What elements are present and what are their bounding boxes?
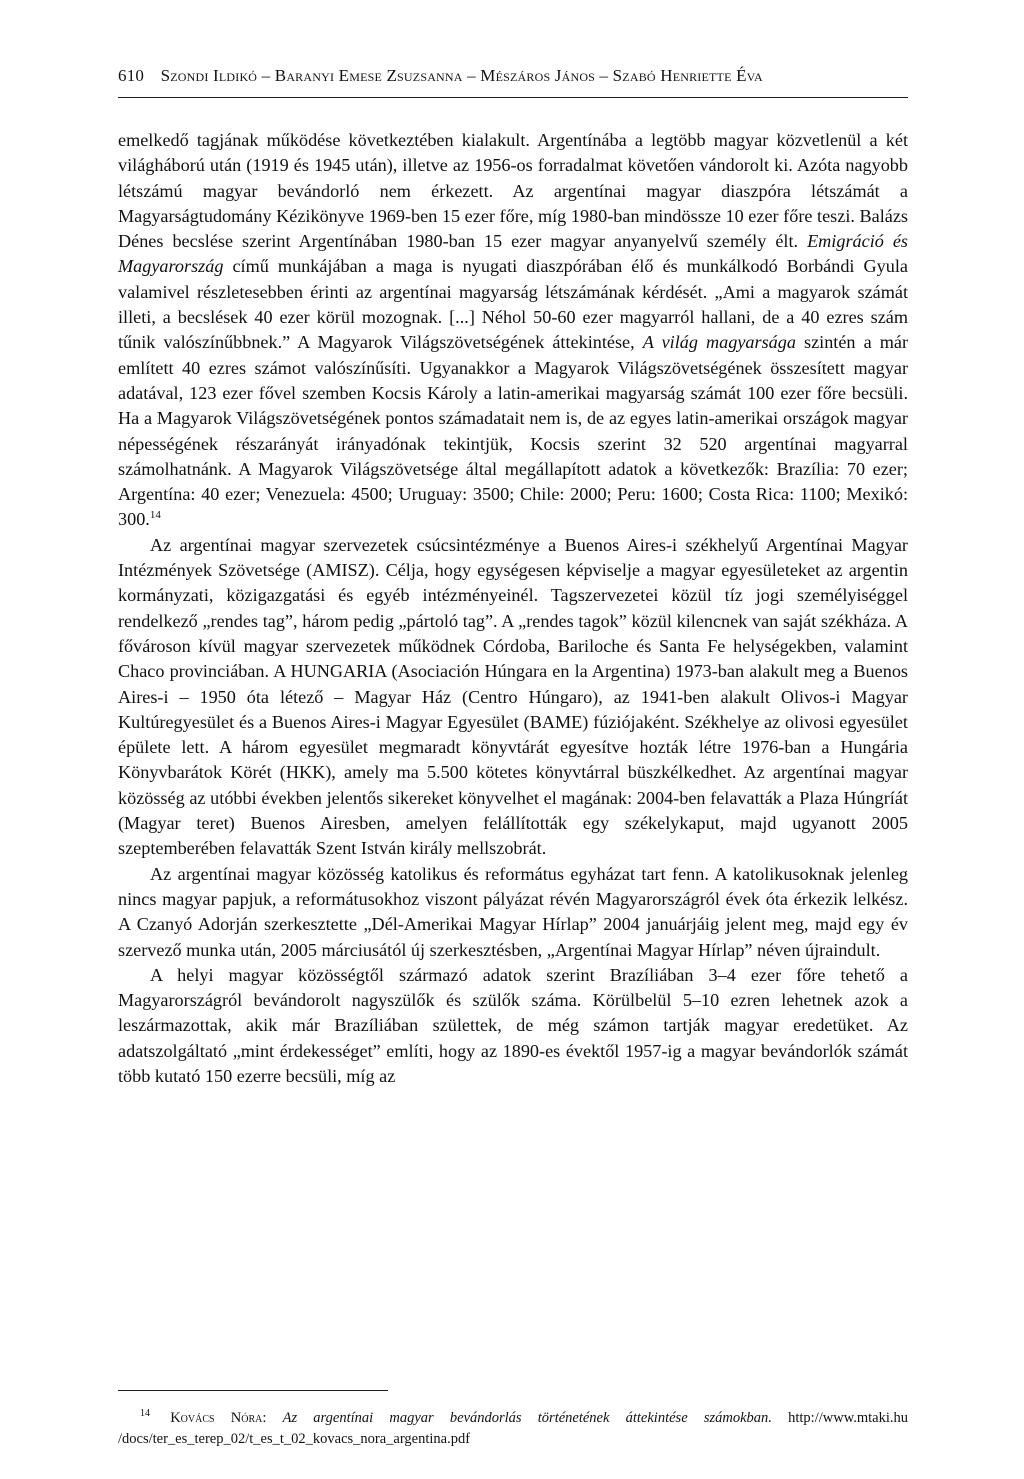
running-head-authors: Szondi Ildikó – Baranyi Emese Zsuzsanna – Mészáros János – Szabó Henriette Éva — [160, 66, 763, 85]
footnote-reference[interactable]: 14 — [149, 509, 161, 522]
footnote-14 — [118, 1408, 908, 1450]
footnote-title: Az argentínai magyar bevándorlás történetének áttekintése számokban. — [282, 1410, 772, 1426]
page-number: 610 — [118, 66, 145, 85]
paragraph-1 — [118, 128, 908, 533]
text-run: szintén a már említett 40 ezres számot valószínűsíti. Ugyanakkor a Magyarok Világszövetségének összesített magyar adatával, 123 ezer fővel szemben Kocsis Károly a latin-amerikai magyarság számát 100 ezer főre becsüli. Ha a Magyarok Világszövetségének pontos számadatait nem is, de az egyes latin-amerikai országok magyar népességének részarányát irányadónak tekintjük, Kocsis szerint 32 520 argentínai magyarral számolhatnánk. A Magyarok Világszövetsége által megállapított adatok a következők: Brazília: 70 ezer; Argentína: 40 ezer; Venezuela: 4500; Uruguay: 3500; Chile: 2000; Peru: 1600; Costa Rica: 1100; Mexikó: 300. — [118, 332, 909, 530]
text-run: című munkájában a maga is nyugati diaszpórában élő és munkálkodó Borbándi Gyula valamivel részletesebben érinti az argentínai magyarság létszámának kérdését. „Ami a magyarok számát illeti, a becslések 40 ezer körül mozognak. [...] Néhol 50-60 ezer magyarról hallani, de a 40 ezres szám tűnik valószínűbbnek.” A Magyarok Világszövetségének áttekintése, — [118, 256, 908, 353]
text-run: emelkedő tagjának működése következtében kialakult. Argentínába a legtöbb magyar közvetlenül a két világháború után (1919 és 1945 után), illetve az 1956-os forradalmat követően vándorolt ki. Azóta nagyobb létszámú magyar bevándorló nem érkezett. Az argentínai magyar diaszpóra létszámát a Magyarságtudomány Kézikönyve 1969-ben 15 ezer főre, míg 1980-ban mindössze 10 ezer főre teszi. Balázs Dénes becslése szerint Argentínában 1980-ban 15 ezer magyar anyanyelvű személy élt. — [118, 130, 908, 252]
italic-title: A világ magyarsága — [642, 332, 796, 353]
body-text — [118, 128, 908, 1089]
document-page — [118, 0, 908, 1479]
header-rule — [118, 97, 908, 98]
running-head — [118, 66, 908, 86]
footnote-number: 14 — [140, 1408, 150, 1420]
footnote-rule — [118, 1390, 388, 1391]
paragraph-4 — [118, 963, 908, 1089]
text-run: A helyi magyar közösségtől származó adatok szerint Brazíliában 3–4 ezer főre tehető a Magyarországról bevándorolt nagyszülők és szülők száma. Körülbelül 5–10 ezren lehetnek azok a leszármazottak, akik már Brazíliában születtek, de még számon tartják magyar eredetüket. Az adatszolgáltató „mint érdekességet” említi, hogy az 1890-es évektől 1957-ig a magyar bevándorlók számát több kutató 150 ezerre becsüli, míg az — [118, 964, 908, 1086]
text-run: Az argentínai magyar közösség katolikus és református egyházat tart fenn. A katolikusoknak jelenleg nincs magyar papjuk, a reformátusokhoz viszont pályázat révén Magyarországról évek óta érkezik lelkész. A Czanyó Adorján szerkesztette „Dél-Amerikai Magyar Hírlap” 2004 januárjáig jelent meg, majd egy év szervező munka után, 2005 márciusától új szerkesztésben, „Argentínai Magyar Hírlap” néven újraindult. — [118, 863, 908, 960]
footnote-url-link[interactable]: http://www.mtaki.hu /docs/ter_es_terep_02/t_es_t_02_kovacs_nora_argentina.pdf — [118, 1410, 908, 1447]
text-run: Az argentínai magyar szervezetek csúcsintézménye a Buenos Aires-i székhelyű Argentínai Magyar Intézmények Szövetsége (AMISZ). Célja, hogy egységesen képviselje a magyar egyesületeket az argentin kormányzati, közigazgatási és egyéb intézményeinél. Tagszervezetei közül tíz jogi személyiséggel rendelkező „rendes tag”, három pedig „pártoló tag”. A „rendes tagok” közül kilencnek van saját székháza. A fővároson kívül magyar szervezetek működnek Córdoba, Bariloche és Santa Fe helységekben, valamint Chaco provinciában. A HUNGARIA (Asociación Húngara en la Argentina) 1973-ban alakult meg a Buenos Aires-i – 1950 óta létező – Magyar Ház (Centro Húngaro), az 1941-ben alakult Olivos-i Magyar Kultúregyesület és a Buenos Aires-i Magyar Egyesület (BAME) fúziójaként. Székhelye az olivosi egyesület épülete lett. A három egyesület megmaradt könyvtárát egyesítve hozták létre 1976-ban a Hungária Könyvbarátok Körét (HKK), amely ma 5.500 kötetes könyvtárral büszkélkedhet. Az argentínai magyar közösség az utóbbi években jelentős sikereket könyvelhet el magának: 2004-ben felavatták a Plaza Húngríát (Magyar teret) Buenos Airesben, amelyen felállították egy székelykaput, majd ugyanott 2005 szeptemberében felavatták Szent István király mellszobrát. — [118, 534, 908, 859]
paragraph-3 — [118, 862, 908, 963]
paragraph-2 — [118, 533, 908, 862]
italic-title: Emigráció és Magyarország — [118, 231, 908, 277]
footnote-author: Kovács Nóra: — [170, 1410, 267, 1426]
